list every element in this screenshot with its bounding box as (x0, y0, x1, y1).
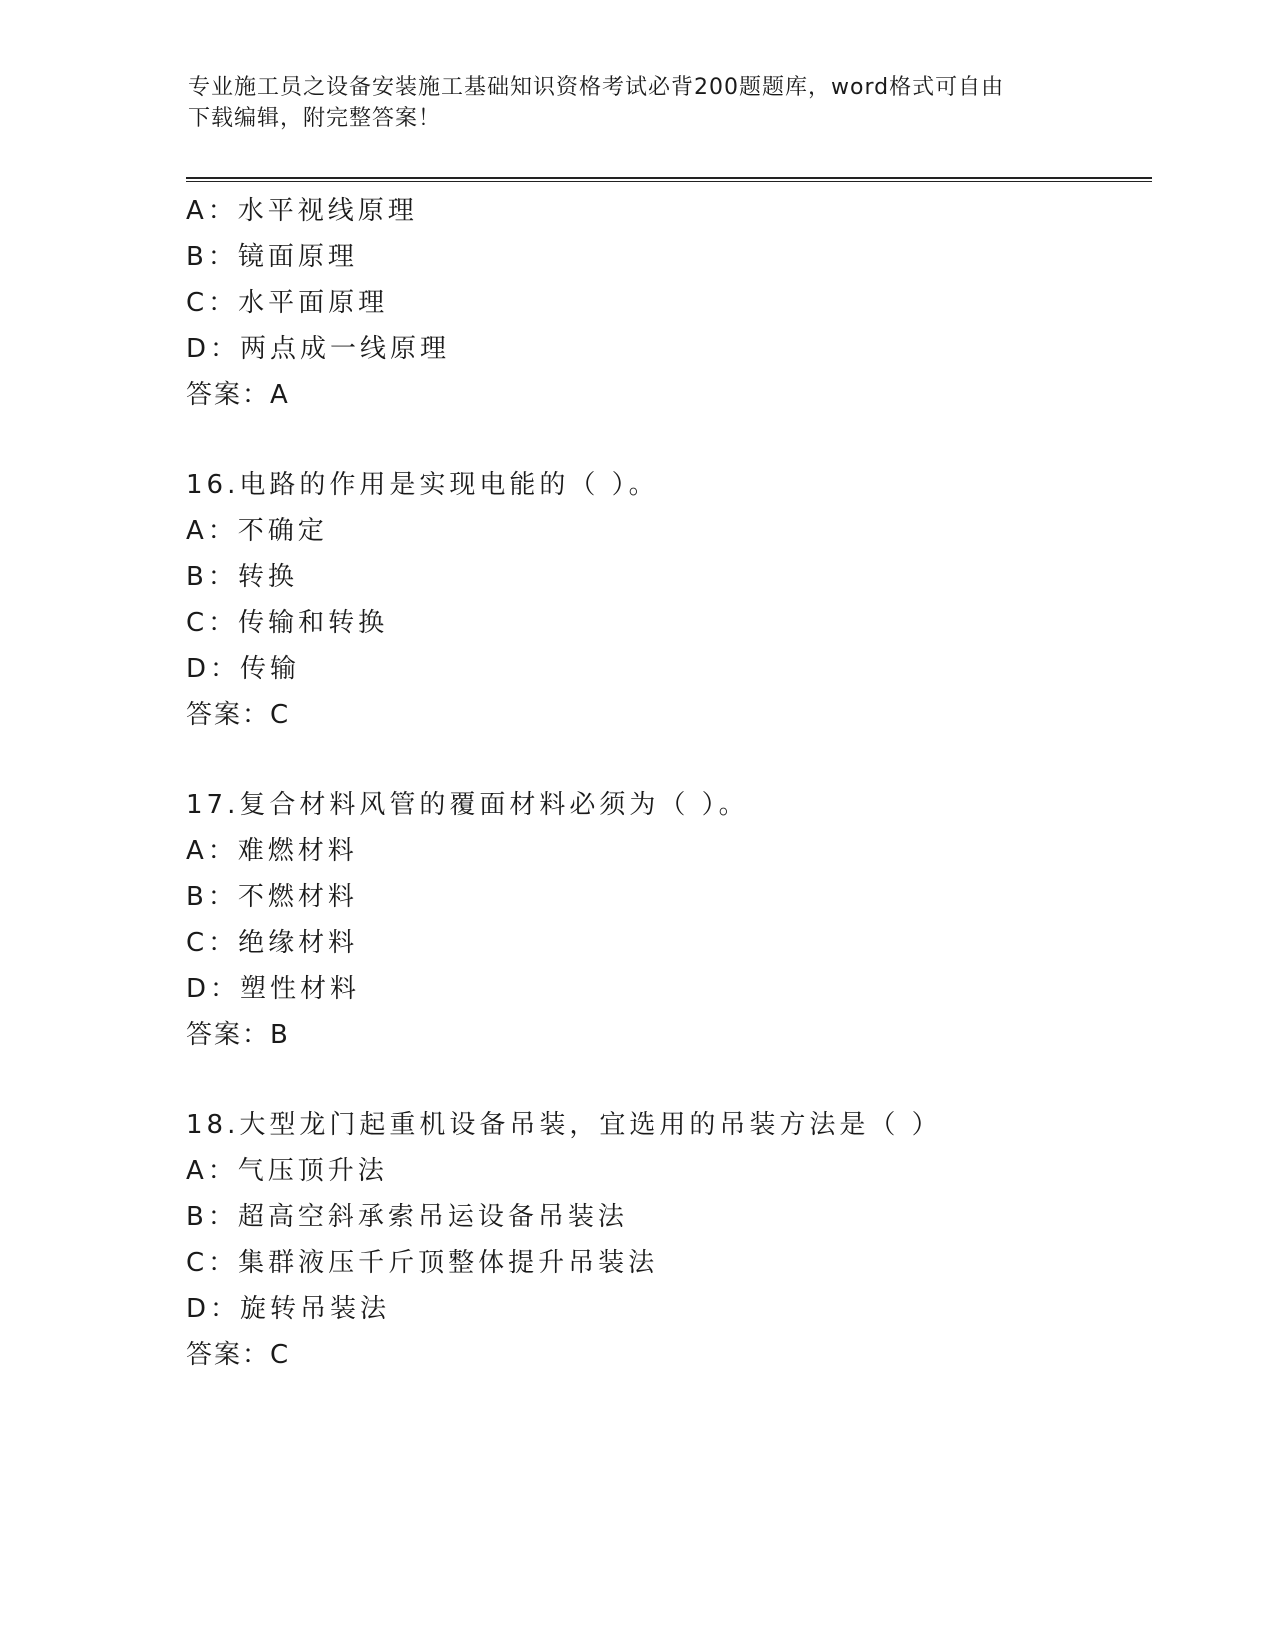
option-c: C：水平面原理 (186, 288, 389, 318)
question-stem: 16.电路的作用是实现电能的（ ）。 (186, 470, 659, 500)
question-15-continued (186, 188, 1146, 418)
option-b: B：不燃材料 (186, 882, 358, 912)
option-d: D：塑性材料 (186, 974, 361, 1004)
question-17 (186, 782, 1146, 1058)
option-d: D：两点成一线原理 (186, 334, 451, 364)
question-stem: 18.大型龙门起重机设备吊装，宜选用的吊装方法是（ ） (186, 1110, 942, 1140)
option-a: A：难燃材料 (186, 836, 358, 866)
answer: 答案：C (186, 1340, 291, 1370)
option-b: B：镜面原理 (186, 242, 358, 272)
option-a: A：气压顶升法 (186, 1156, 388, 1186)
option-a: A：水平视线原理 (186, 196, 418, 226)
question-18 (186, 1102, 1146, 1378)
option-c: C：集群液压千斤顶整体提升吊装法 (186, 1248, 659, 1278)
document-header (188, 72, 1068, 134)
header-title-line-1: 专业施工员之设备安装施工基础知识资格考试必背200题题库，word格式可自由 (188, 75, 1005, 100)
option-c: C：绝缘材料 (186, 928, 359, 958)
question-stem: 17.复合材料风管的覆面材料必须为（ ）。 (186, 790, 749, 820)
option-b: B：转换 (186, 562, 298, 592)
header-title-line-2: 下载编辑，附完整答案！ (188, 106, 442, 131)
question-16 (186, 462, 1146, 738)
answer: 答案：C (186, 700, 291, 730)
option-d: D：旋转吊装法 (186, 1294, 391, 1324)
header-divider (186, 177, 1152, 182)
option-b: B：超高空斜承索吊运设备吊装法 (186, 1202, 628, 1232)
answer: 答案：B (186, 1020, 290, 1050)
option-d: D：传输 (186, 654, 301, 684)
option-a: A：不确定 (186, 516, 328, 546)
option-c: C：传输和转换 (186, 608, 389, 638)
answer: 答案：A (186, 380, 290, 410)
question-list (186, 188, 1146, 1378)
